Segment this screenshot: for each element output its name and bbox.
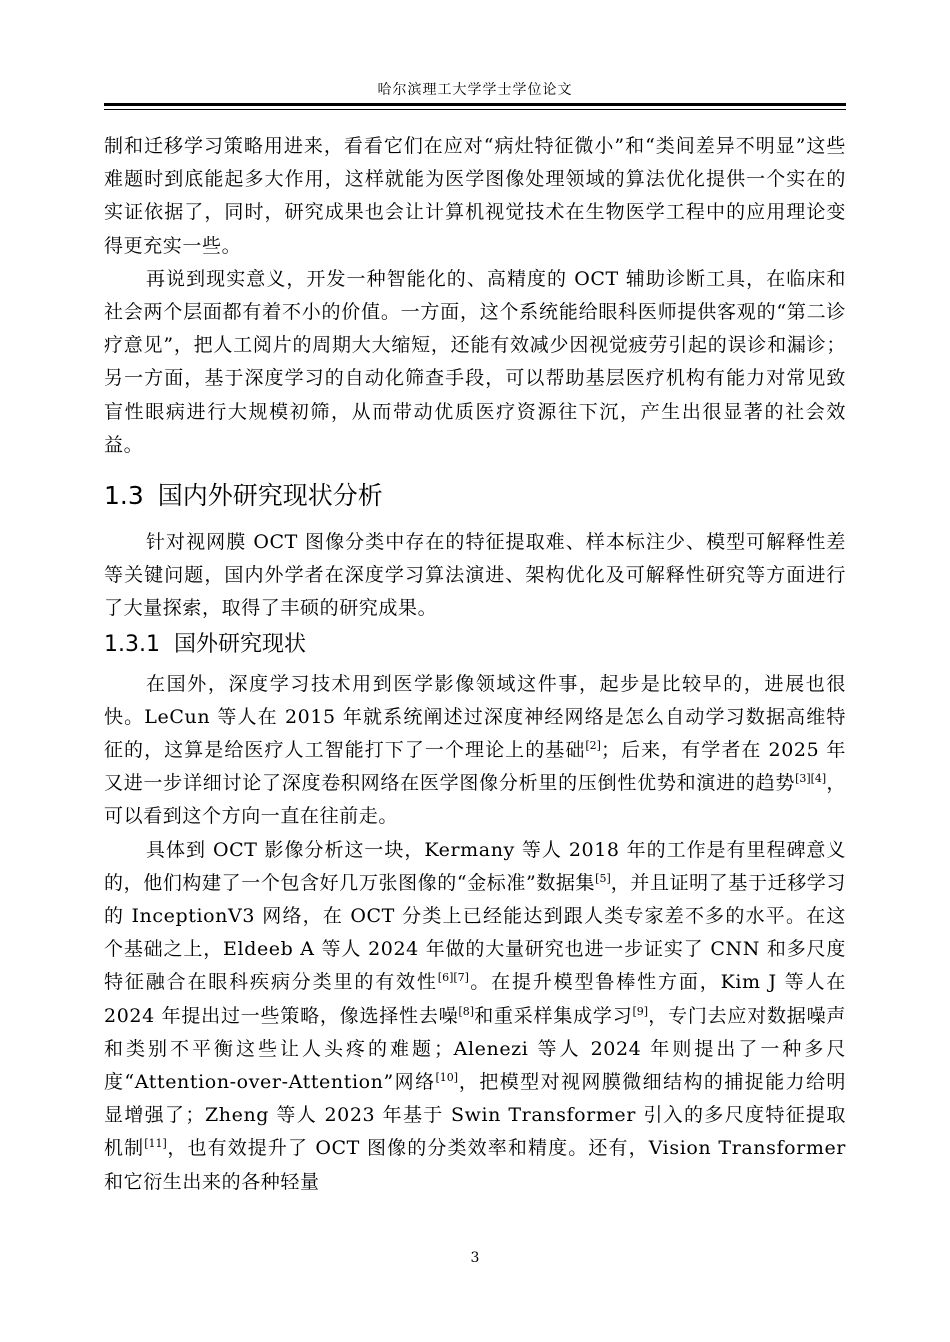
text-run: 和重采样集成学习 (474, 1004, 633, 1027)
text-run: ，可以看到这个方向一直在往前走。 (104, 772, 846, 828)
section-heading-1-3 (104, 478, 846, 514)
paragraph-continued: 制和迁移学习策略用进来，看看它们在应对“病灶特征微小”和“类间差异不明显”这些难题时到底能起多大作用，这样就能为医学图像处理领域的算法优化提供一个实在的实证依据了，同时，研究成果也会让计算机视觉技术在生物医学工程中的应用理论变得更充实一些。 (104, 135, 846, 257)
citation-ref: [9] (632, 1004, 649, 1018)
section-title: 国内外研究现状分析 (157, 481, 383, 511)
citation-ref: [11] (144, 1137, 167, 1151)
citation-ref: [2] (585, 739, 601, 753)
text-run: ，专门去应对数据噪声和类别不平衡这些让人头疼的难题；Alenezi 等人 2024 年则提出了一种多尺度“Attention-over-Attention”网络 (104, 1004, 846, 1094)
body-text (104, 130, 846, 1199)
paragraph-foreign-research-overview (104, 668, 846, 834)
paragraph-section-intro: 针对视网膜 OCT 图像分类中存在的特征提取难、样本标注少、模型可解释性差等关键问题，国内外学者在深度学习算法演进、架构优化及可解释性研究等方面进行了大量探索，取得了丰硕的研究成果。 (104, 531, 846, 620)
text-run: ，把模型对视网膜微细结构的捕捉能力给明显增强了；Zheng 等人 2023 年基于 Swin Transformer 引入的多尺度特征提取机制 (104, 1071, 847, 1160)
subsection-heading-1-3-1 (104, 628, 846, 662)
citation-ref: [6][7] (437, 971, 469, 985)
text-run: 在国外，深度学习技术用到医学影像领域这件事，起步是比较早的，进展也很快。LeCun 等人在 2015 年就系统阐述过深度神经网络是怎么自动学习数据高维特征的，这算是给医疗人工智能打下了一个理论上的基础 (104, 672, 846, 762)
page-number: 3 (470, 1250, 480, 1266)
text-run: 。在提升模型鲁棒性方面，Kim J 等人在 2024 年提出过一些策略，像选择性去噪 (104, 971, 846, 1027)
text-run: ，也有效提升了 OCT 图像的分类效率和精度。还有，Vision Transformer 和它衍生出来的各种轻量 (104, 1137, 846, 1193)
text-run: 具体到 OCT 影像分析这一块，Kermany 等人 2018 年的工作是有里程碑意义的，他们构建了一个包含好几万张图像的“金标准”数据集 (104, 838, 846, 894)
text-run: ，并且证明了基于迁移学习的 InceptionV3 网络，在 OCT 分类上已经能达到跟人类专家差不多的水平。在这个基础之上，Eldeeb A 等人 2024 年做的大量研究也进一步证实了 CNN 和多尺度特征融合在眼科疾病分类里的有效性 (104, 871, 847, 994)
running-header: 哈尔滨理工大学学士学位论文 (377, 82, 573, 98)
paragraph-oct-analysis (104, 834, 846, 1199)
citation-ref: [8] (458, 1004, 474, 1018)
citation-ref: [5] (595, 871, 611, 885)
header-rule-thin (104, 109, 846, 110)
subsection-title: 国外研究现状 (173, 631, 306, 657)
citation-ref: [3][4] (795, 772, 827, 786)
section-number: 1.3 (104, 481, 144, 511)
header-rule-thick (104, 103, 846, 106)
citation-ref: [10] (435, 1071, 459, 1085)
paragraph-practical-significance: 再说到现实意义，开发一种智能化的、高精度的 OCT 辅助诊断工具，在临床和社会两个层面都有着不小的价值。一方面，这个系统能给眼科医师提供客观的“第二诊疗意见”，把人工阅片的周期大大缩短，还能有效减少因视觉疲劳引起的误诊和漏诊；另一方面，基于深度学习的自动化筛查手段，可以帮助基层医疗机构有能力对常见致盲性眼病进行大规模初筛，从而带动优质医疗资源往下沉，产生出很显著的社会效益。 (104, 267, 846, 456)
text-run: ；后来，有学者在 2025 年又进一步详细讨论了深度卷积网络在医学图像分析里的压倒性优势和演进的趋势 (104, 739, 846, 795)
subsection-number: 1.3.1 (104, 631, 160, 657)
